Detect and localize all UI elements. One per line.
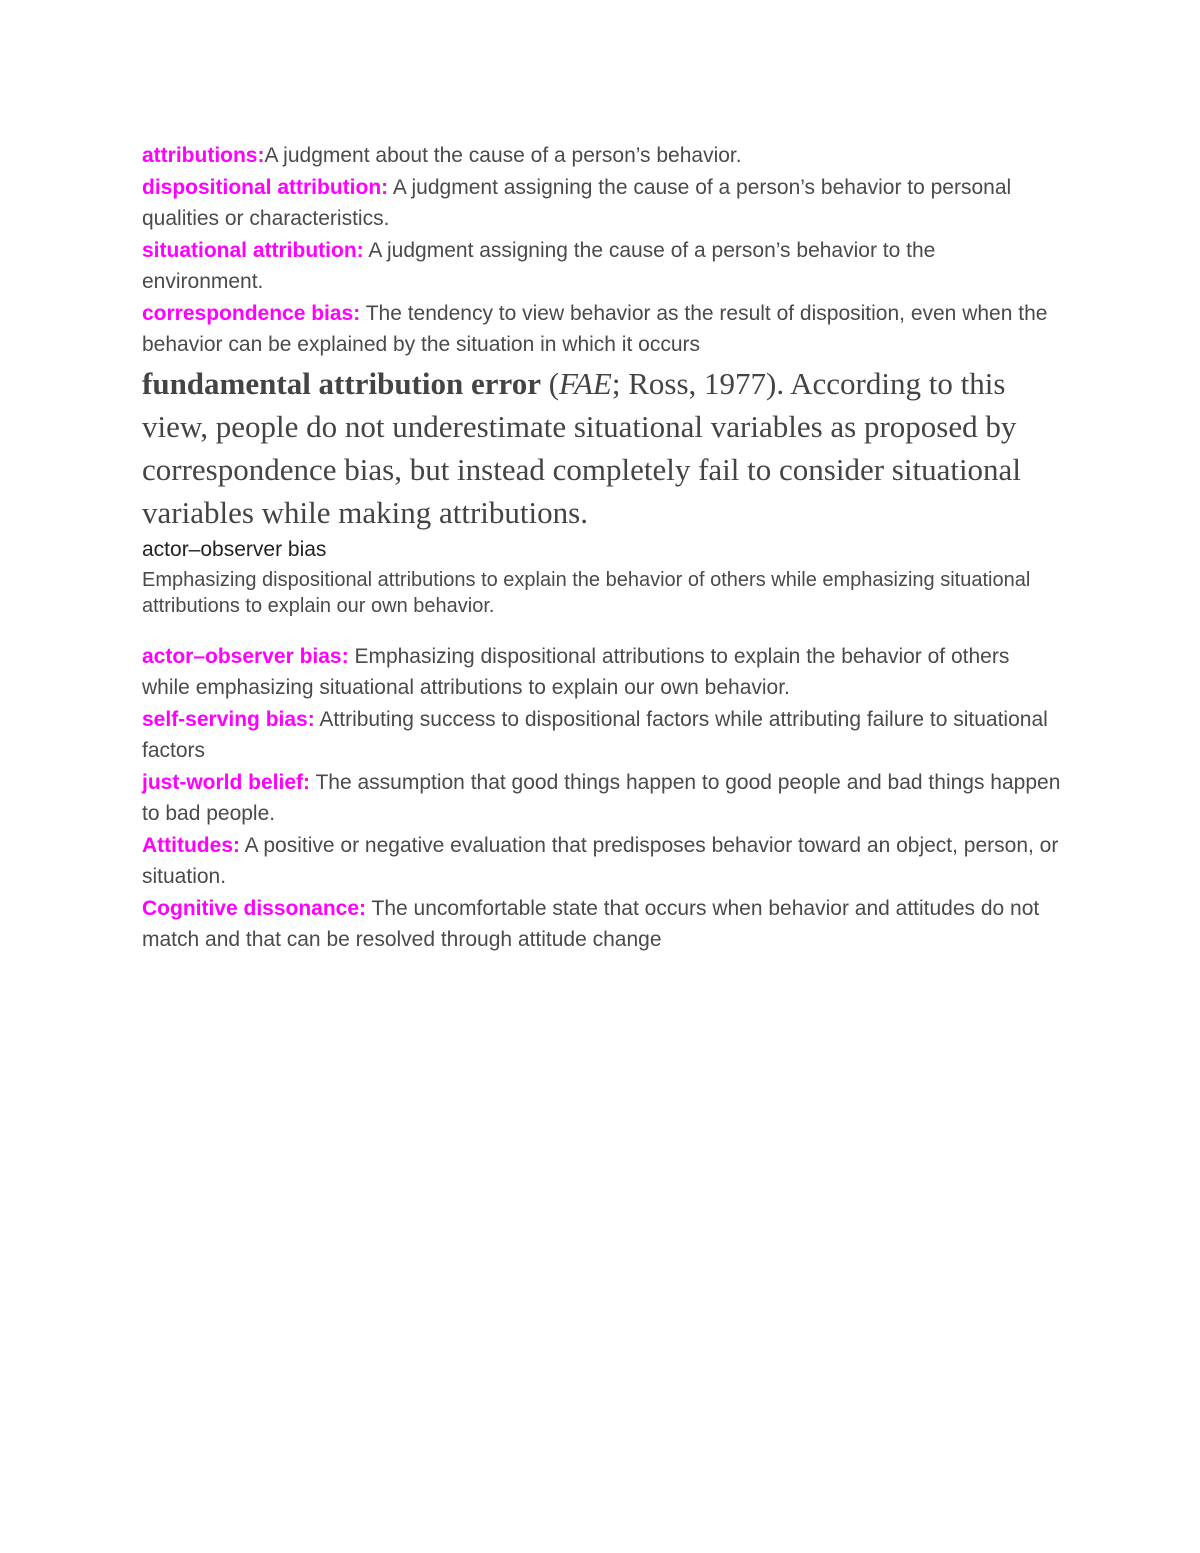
definition-dispositional-attribution bbox=[142, 172, 1062, 234]
fae-paragraph bbox=[142, 362, 1062, 534]
term-label: actor–observer bias: bbox=[142, 645, 349, 668]
definition-cognitive-dissonance bbox=[142, 893, 1062, 955]
term-label: attributions: bbox=[142, 144, 265, 167]
fae-citation-text: ; Ross, 1977). According to this view, people do not underestimate situational variables as proposed by correspondence bias, but instead completely fail to consider situational variables while making attributions. bbox=[142, 366, 1021, 530]
definition-text: A judgment assigning the cause of a person’s behavior to personal qualities or characteristics. bbox=[142, 176, 1012, 230]
term-label: Cognitive dissonance: bbox=[142, 897, 367, 920]
term-label: dispositional attribution: bbox=[142, 176, 389, 199]
definition-text: The uncomfortable state that occurs when behavior and attitudes do not match and that can be resolved through attitude change bbox=[142, 897, 1040, 951]
fae-open-paren: ( bbox=[540, 366, 560, 401]
definition-situational-attribution bbox=[142, 235, 1062, 297]
definition-correspondence-bias bbox=[142, 298, 1062, 360]
document-page bbox=[142, 140, 1062, 956]
term-label: correspondence bias: bbox=[142, 302, 361, 325]
term-label: situational attribution: bbox=[142, 239, 364, 262]
definition-attitudes bbox=[142, 830, 1062, 892]
definition-text: Emphasizing dispositional attributions to explain the behavior of others while emphasizing situational attributions to explain our own behavior. bbox=[142, 645, 1010, 699]
aob-heading: actor–observer bias bbox=[142, 538, 327, 561]
aob-text: Emphasizing dispositional attributions to explain the behavior of others while emphasizing situational attributions to explain our own behavior. bbox=[142, 569, 1031, 617]
definition-text: The assumption that good things happen to good people and bad things happen to bad people. bbox=[142, 771, 1061, 825]
definition-actor-observer-bias bbox=[142, 641, 1062, 703]
definition-text: The tendency to view behavior as the result of disposition, even when the behavior can be explained by the situation in which it occurs bbox=[142, 302, 1048, 356]
definition-text: A judgment about the cause of a person’s behavior. bbox=[264, 144, 742, 167]
definition-attributions bbox=[142, 140, 1062, 171]
term-label: just-world belief: bbox=[142, 771, 310, 794]
definition-text: A judgment assigning the cause of a person’s behavior to the environment. bbox=[142, 239, 936, 293]
term-label: self-serving bias: bbox=[142, 708, 315, 731]
term-label: Attitudes: bbox=[142, 834, 240, 857]
definition-text: Attributing success to dispositional factors while attributing failure to situational factors bbox=[142, 708, 1048, 762]
definition-just-world-belief bbox=[142, 767, 1062, 829]
fae-abbreviation: FAE bbox=[559, 366, 612, 401]
definition-self-serving-bias bbox=[142, 704, 1062, 766]
fae-term: fundamental attribution error bbox=[142, 366, 541, 401]
definition-text: A positive or negative evaluation that predisposes behavior toward an object, person, or situation. bbox=[142, 834, 1059, 888]
